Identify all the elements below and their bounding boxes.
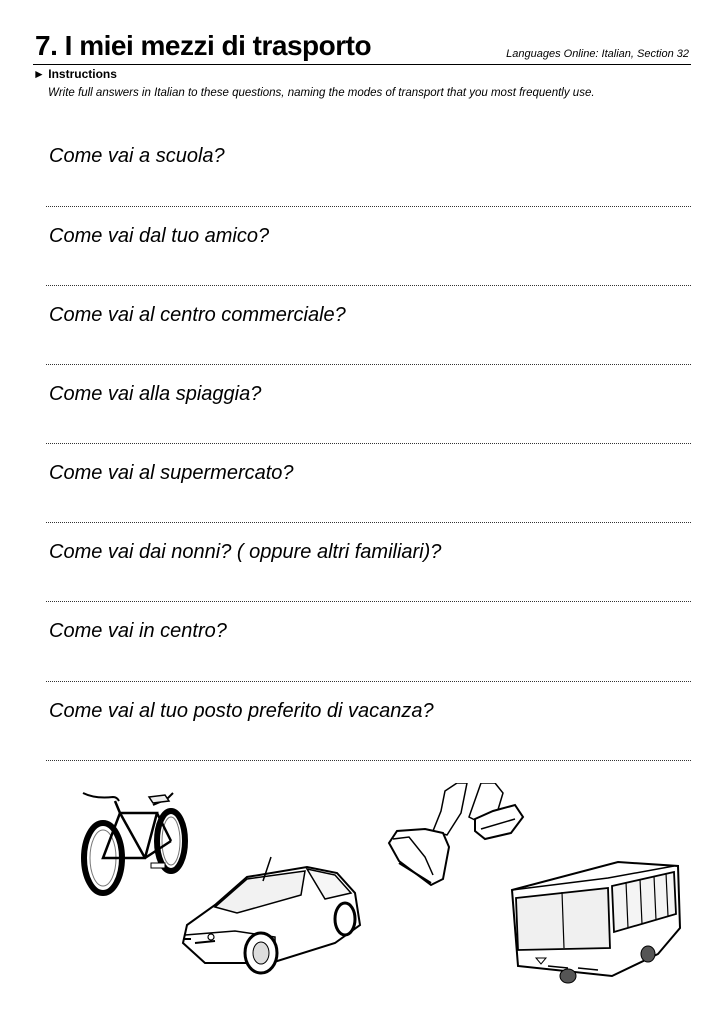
question-6: Come vai dai nonni? ( oppure altri familiari)? <box>49 541 442 563</box>
page-title: 7. I miei mezzi di trasporto <box>35 30 372 61</box>
answer-line-7[interactable] <box>46 681 691 682</box>
title-divider <box>33 64 691 65</box>
question-5: Come vai al supermercato? <box>49 462 294 484</box>
source-label: Languages Online: Italian, Section 32 <box>506 48 689 60</box>
walking-feet-icon <box>385 783 525 893</box>
question-1: Come vai a scuola? <box>49 145 225 167</box>
answer-line-8[interactable] <box>46 760 691 761</box>
car-icon <box>175 855 365 980</box>
question-2: Come vai dal tuo amico? <box>49 225 270 247</box>
answer-line-6[interactable] <box>46 601 691 602</box>
question-8: Come vai al tuo posto preferito di vacanza? <box>49 700 434 722</box>
answer-line-2[interactable] <box>46 285 691 286</box>
answer-line-1[interactable] <box>46 206 691 207</box>
bus-icon <box>508 858 683 988</box>
instructions-label: Instructions <box>48 67 117 81</box>
answer-line-3[interactable] <box>46 364 691 365</box>
question-7: Come vai in centro? <box>49 620 227 642</box>
answer-line-5[interactable] <box>46 522 691 523</box>
question-3: Come vai al centro commerciale? <box>49 304 346 326</box>
answer-line-4[interactable] <box>46 443 691 444</box>
instructions-text: Write full answers in Italian to these questions, naming the modes of transport that you most frequently use. <box>48 87 595 99</box>
play-arrow-icon: ► <box>33 67 45 81</box>
question-4: Come vai alla spiaggia? <box>49 383 262 405</box>
instructions-heading <box>33 67 117 81</box>
